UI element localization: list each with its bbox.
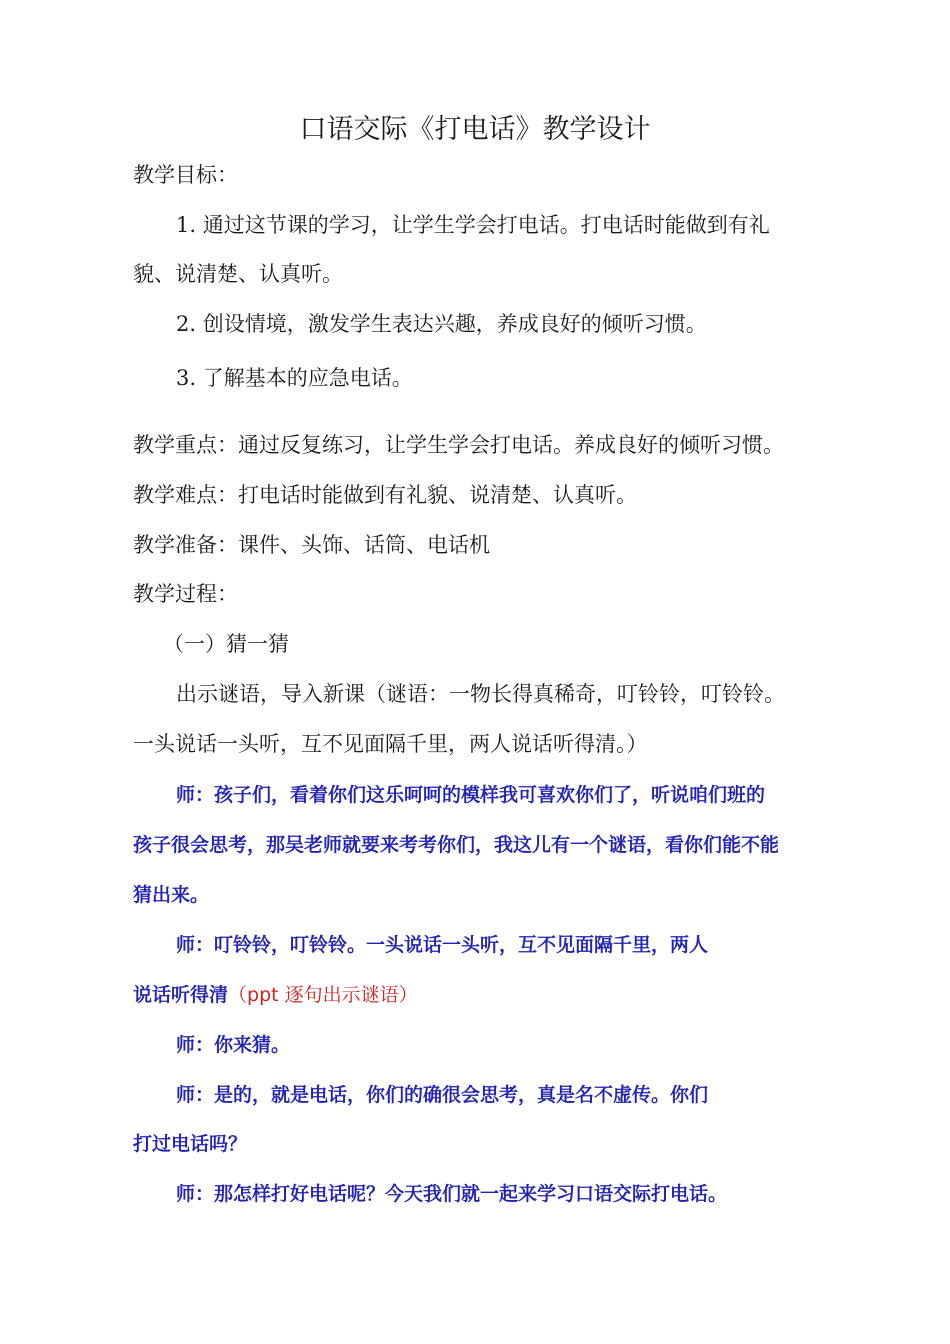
- teacher-line-3: 师：你来猜。: [176, 1034, 291, 1056]
- teacher-line-4a: 师：是的，就是电话，你们的确很会思考，真是名不虚传。你们: [176, 1084, 709, 1106]
- teacher-line-2b: [133, 980, 418, 1010]
- teacher-line-4b: 打过电话吗？: [133, 1133, 248, 1155]
- teacher-line-2b-text: 说话听得清: [133, 984, 229, 1006]
- riddle-line-2: 一头说话一头听，互不见面隔千里，两人说话听得清。）: [133, 732, 648, 756]
- teacher-line-2a: 师：叮铃铃，叮铃铃。一头说话一头听，互不见面隔千里，两人: [176, 934, 709, 956]
- teacher-line-5: 师：那怎样打好电话呢？今天我们就一起来学习口语交际打电话。: [176, 1183, 728, 1205]
- difficulties: 教学难点：打电话时能做到有礼貌、说清楚、认真听。: [133, 483, 637, 507]
- preparation: 教学准备：课件、头饰、话筒、电话机: [133, 533, 490, 557]
- objective-2: 2. 创设情境，激发学生表达兴趣，养成良好的倾听习惯。: [176, 312, 707, 336]
- objective-3: 3. 了解基本的应急电话。: [176, 366, 413, 390]
- page-title: 口语交际《打电话》教学设计: [299, 114, 651, 145]
- objective-1-line-1: 1. 通过这节课的学习，让学生学会打电话。打电话时能做到有礼: [176, 213, 770, 237]
- process-heading: 教学过程：: [133, 582, 238, 606]
- ppt-note: （ppt 逐句出示谜语）: [228, 984, 418, 1006]
- riddle-line-1: 出示谜语，导入新课（谜语：一物长得真稀奇，叮铃铃，叮铃铃。: [176, 682, 785, 706]
- teacher-line-1c: 猜出来。: [133, 884, 210, 906]
- objectives-heading: 教学目标：: [133, 163, 238, 187]
- section-guess-heading: （一）猜一猜: [163, 632, 289, 656]
- teacher-line-1b: 孩子很会思考，那吴老师就要来考考你们，我这儿有一个谜语，看你们能不能: [133, 834, 780, 856]
- key-points: 教学重点：通过反复练习，让学生学会打电话。养成良好的倾听习惯。: [133, 433, 784, 457]
- teacher-line-1a: 师：孩子们，看着你们这乐呵呵的模样我可喜欢你们了，听说咱们班的: [176, 784, 766, 806]
- objective-1-line-2: 貌、说清楚、认真听。: [133, 262, 343, 286]
